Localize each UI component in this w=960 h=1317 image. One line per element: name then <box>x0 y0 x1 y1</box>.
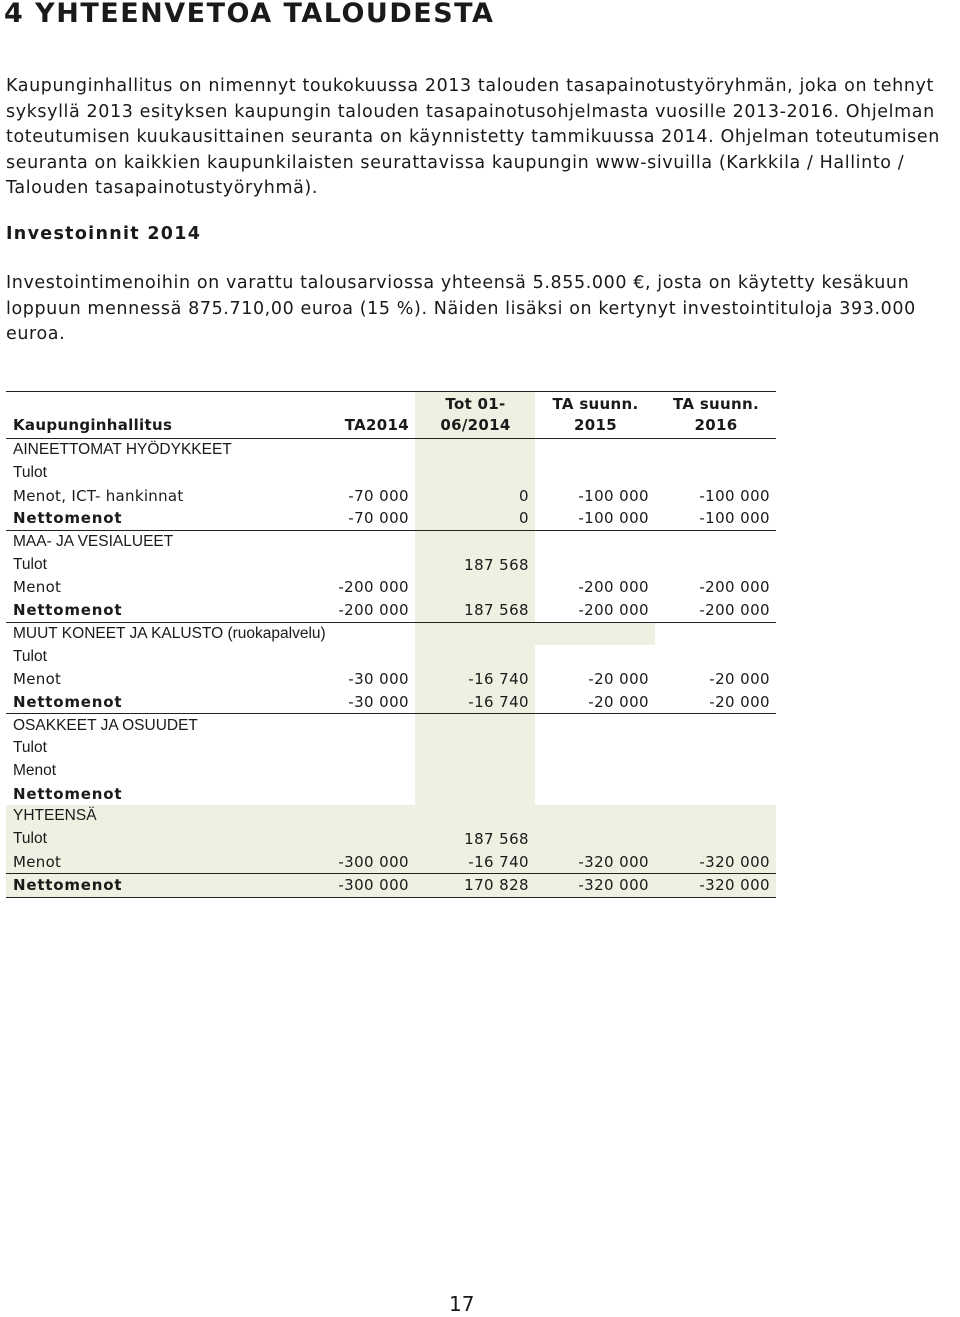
header-ta-suunn-2016: TA suunn. 2016 <box>673 395 759 434</box>
cell-ta2014 <box>302 530 415 553</box>
cell-ta2015 <box>535 737 655 760</box>
table-row <box>6 782 776 805</box>
cell-ta2016: -100 000 <box>699 509 770 528</box>
cell-ta2015 <box>535 805 655 828</box>
cell-ta2014 <box>302 462 415 485</box>
investment-paragraph: Investointimenoihin on varattu talousarviossa yhteensä 5.855.000 €, josta on käytetty kesäkuun loppuun mennessä 875.710,00 euroa (15 %). Näiden lisäksi on kertynyt investointituloja 393.000 euroa. <box>6 273 916 344</box>
cell-ta2015 <box>535 760 655 783</box>
row-label: Tulot <box>13 739 47 757</box>
cell-ta2016 <box>655 462 776 485</box>
table-row <box>6 530 776 553</box>
cell-ta2015 <box>535 828 655 851</box>
cell-ta2016 <box>655 439 776 462</box>
cell-ta2015: -320 000 <box>535 874 655 898</box>
header-tot-0106-2014: Tot 01- 06/2014 <box>415 392 535 439</box>
cell-ta2014 <box>302 782 415 805</box>
cell-tot: 0 <box>415 507 535 530</box>
header-ta-suunn-2015: TA suunn. 2015 <box>552 395 639 434</box>
cell-ta2016: -320 000 <box>655 874 776 898</box>
row-label: Nettomenot <box>6 874 302 898</box>
cell-tot <box>415 530 535 553</box>
cell-ta2015 <box>535 462 655 485</box>
cell-tot: 187 568 <box>415 599 535 622</box>
cell-ta2014: -300 000 <box>302 850 415 873</box>
cell-tot <box>415 760 535 783</box>
row-label: Menot <box>6 850 302 873</box>
header-ta2014: TA2014 <box>344 416 409 434</box>
cell-ta2014: -70 000 <box>348 509 409 528</box>
cell-ta2015: -100 000 <box>578 486 649 505</box>
table-row <box>6 828 776 851</box>
cell-tot <box>415 462 535 485</box>
table-row <box>6 737 776 760</box>
cell-tot: 187 568 <box>415 553 535 576</box>
cell-ta2016 <box>655 645 776 668</box>
cell-ta2015 <box>535 553 655 576</box>
cell-ta2014: -30 000 <box>348 692 409 711</box>
cell-tot: -16 740 <box>415 850 535 873</box>
row-label: Tulot <box>13 647 47 665</box>
cell-ta2015 <box>535 714 655 737</box>
cell-ta2015 <box>535 439 655 462</box>
cell-ta2014 <box>302 439 415 462</box>
cell-ta2015: -200 000 <box>578 601 649 620</box>
intro-paragraph: Kaupunginhallitus on nimennyt toukokuussa 2013 talouden tasapainotustyöryhmän, joka on tehnyt syksyllä 2013 esityksen kaupungin talouden tasapainotusohjelmasta vuosille 2013-2016. Ohjelman toteutumisen kuukausittainen seuranta on käynnistetty tammikuussa 2014. Ohjelman toteutumisen seuranta on kaikkien kaupunkilaisten seurattavissa kaupungin www-sivuilla (Karkkila / Hallinto / Talouden tasapainotustyöryhmä). <box>6 76 940 198</box>
cell-ta2015 <box>535 645 655 668</box>
row-label: Nettomenot <box>13 784 123 803</box>
cell-ta2015: -20 000 <box>588 670 649 689</box>
table-row <box>6 760 776 783</box>
row-label: MAA- JA VESIALUEET <box>13 533 174 551</box>
table-row <box>6 576 776 599</box>
cell-ta2015: -20 000 <box>588 692 649 711</box>
row-label: Nettomenot <box>13 692 123 711</box>
row-label: Tulot <box>13 555 47 573</box>
cell-tot <box>415 622 535 645</box>
row-label: Nettomenot <box>13 509 123 528</box>
table-row <box>6 439 776 462</box>
cell-ta2016: -100 000 <box>699 486 770 505</box>
table-row <box>6 553 776 576</box>
cell-ta2016: -320 000 <box>655 850 776 873</box>
row-label: Menot <box>13 670 62 689</box>
cell-ta2016: -20 000 <box>709 692 770 711</box>
cell-ta2016: -200 000 <box>699 601 770 620</box>
cell-ta2014: -200 000 <box>338 601 409 620</box>
cell-ta2014 <box>302 645 415 668</box>
table-row <box>6 507 776 530</box>
cell-ta2014 <box>302 714 415 737</box>
row-label: Tulot <box>13 464 47 482</box>
cell-ta2016 <box>655 805 776 828</box>
cell-tot: 170 828 <box>415 874 535 898</box>
cell-ta2016 <box>655 714 776 737</box>
row-label: OSAKKEET JA OSUUDET <box>13 716 198 734</box>
cell-ta2016 <box>655 760 776 783</box>
cell-ta2015: -100 000 <box>578 509 649 528</box>
cell-ta2014 <box>302 760 415 783</box>
table-row <box>6 850 776 873</box>
cell-ta2014: -70 000 <box>348 486 409 505</box>
cell-ta2014 <box>302 737 415 760</box>
cell-tot <box>415 439 535 462</box>
cell-tot: -16 740 <box>415 691 535 714</box>
cell-tot <box>415 576 535 599</box>
section-heading: Investoinnit 2014 <box>6 224 202 244</box>
row-label: Menot, ICT- hankinnat <box>13 486 184 505</box>
row-label: AINEETTOMAT HYÖDYKKEET <box>13 441 232 459</box>
cell-ta2016 <box>655 828 776 851</box>
row-label: Nettomenot <box>13 601 123 620</box>
cell-tot <box>415 737 535 760</box>
cell-ta2014 <box>302 828 415 851</box>
cell-ta2015 <box>535 622 655 645</box>
table-row <box>6 462 776 485</box>
row-label: Tulot <box>6 828 302 851</box>
cell-tot <box>415 714 535 737</box>
cell-ta2014: -30 000 <box>348 670 409 689</box>
cell-tot: 187 568 <box>415 828 535 851</box>
table-row <box>6 622 776 645</box>
cell-tot: -16 740 <box>415 668 535 691</box>
cell-ta2016: -20 000 <box>709 670 770 689</box>
investment-table <box>6 391 776 898</box>
table-row <box>6 714 776 737</box>
cell-ta2014 <box>302 805 415 828</box>
cell-ta2014: -200 000 <box>338 578 409 597</box>
table-header-row <box>6 392 776 439</box>
cell-ta2015: -200 000 <box>578 578 649 597</box>
table-row <box>6 874 776 898</box>
table-row <box>6 805 776 828</box>
cell-ta2016 <box>655 553 776 576</box>
table-row <box>6 599 776 622</box>
cell-tot <box>415 782 535 805</box>
cell-ta2014: -300 000 <box>302 874 415 898</box>
cell-ta2014 <box>302 553 415 576</box>
page-number: 17 <box>449 1292 475 1316</box>
cell-ta2016 <box>655 622 776 645</box>
cell-ta2015 <box>535 782 655 805</box>
row-label: MUUT KONEET JA KALUSTO (ruokapalvelu) <box>13 624 326 642</box>
row-label: Menot <box>13 761 57 779</box>
cell-tot <box>415 645 535 668</box>
cell-ta2016 <box>655 737 776 760</box>
cell-ta2016 <box>655 530 776 553</box>
table-row <box>6 484 776 507</box>
cell-ta2016 <box>655 782 776 805</box>
cell-ta2015: -320 000 <box>535 850 655 873</box>
row-label: YHTEENSÄ <box>6 805 302 828</box>
table-row <box>6 668 776 691</box>
header-kaupunginhallitus: Kaupunginhallitus <box>13 416 173 434</box>
page-title: 4 YHTEENVETOA TALOUDESTA <box>4 0 495 29</box>
cell-tot <box>415 805 535 828</box>
cell-tot: 0 <box>415 484 535 507</box>
cell-ta2015 <box>535 530 655 553</box>
table-row <box>6 645 776 668</box>
cell-ta2016: -200 000 <box>699 578 770 597</box>
table-row <box>6 691 776 714</box>
row-label: Menot <box>13 578 62 597</box>
